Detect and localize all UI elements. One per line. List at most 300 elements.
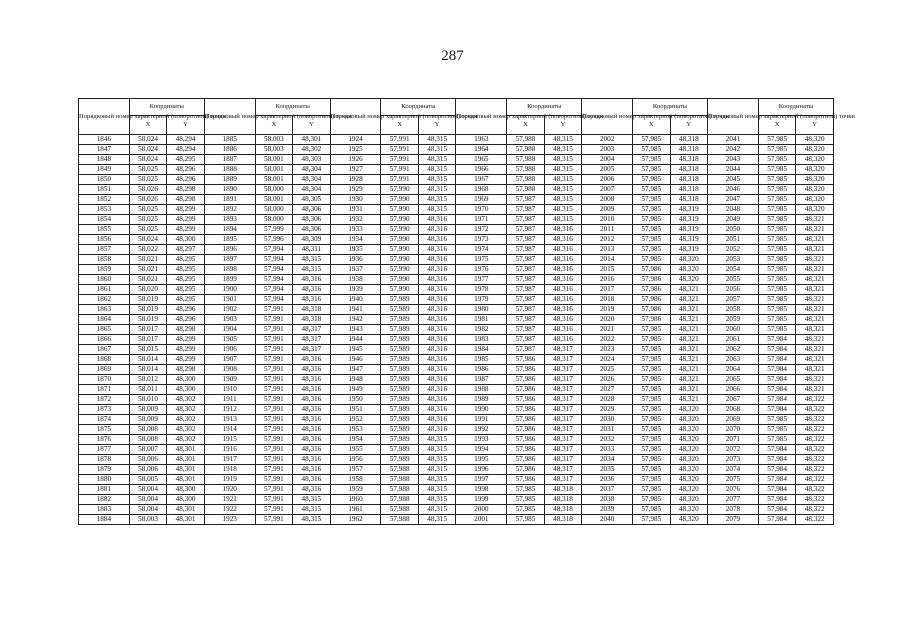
x-coordinate-cell: 57,985 bbox=[633, 435, 671, 445]
x-coordinate-cell: 57,990 bbox=[381, 235, 419, 245]
point-number-cell: 2071 bbox=[708, 435, 759, 445]
y-coordinate-cell: 48,301 bbox=[167, 445, 205, 455]
point-number-cell: 2057 bbox=[708, 295, 759, 305]
x-coordinate-cell: 57,985 bbox=[633, 175, 671, 185]
x-coordinate-cell: 57,999 bbox=[255, 225, 293, 235]
y-coordinate-cell: 48,319 bbox=[670, 205, 708, 215]
x-coordinate-cell: 57,991 bbox=[255, 425, 293, 435]
y-coordinate-cell: 48,301 bbox=[293, 135, 331, 145]
x-coordinate-cell: 57,989 bbox=[381, 415, 419, 425]
x-coordinate-cell: 58,019 bbox=[129, 295, 167, 305]
y-coordinate-cell: 48,321 bbox=[670, 335, 708, 345]
point-number-cell: 1907 bbox=[204, 355, 255, 365]
x-coordinate-cell: 57,985 bbox=[633, 445, 671, 455]
table-row bbox=[79, 435, 834, 445]
point-number-cell: 2064 bbox=[708, 365, 759, 375]
table-row bbox=[79, 385, 834, 395]
y-coordinate-cell: 48,315 bbox=[293, 515, 331, 525]
y-coordinate-cell: 48,318 bbox=[293, 315, 331, 325]
x-coordinate-cell: 57,991 bbox=[255, 405, 293, 415]
point-number-cell: 1901 bbox=[204, 295, 255, 305]
point-number-cell: 2072 bbox=[708, 445, 759, 455]
x-coordinate-cell: 57,991 bbox=[255, 505, 293, 515]
y-coordinate-cell: 48,317 bbox=[544, 355, 582, 365]
x-coordinate-cell: 57,989 bbox=[381, 305, 419, 315]
x-coordinate-cell: 57,987 bbox=[507, 255, 545, 265]
y-coordinate-cell: 48,316 bbox=[544, 255, 582, 265]
point-number-cell: 1870 bbox=[79, 375, 130, 385]
x-coordinate-cell: 58,025 bbox=[129, 205, 167, 215]
point-number-cell: 1869 bbox=[79, 365, 130, 375]
x-coordinate-cell: 57,988 bbox=[381, 495, 419, 505]
table-row bbox=[79, 325, 834, 335]
point-number-cell: 2046 bbox=[708, 185, 759, 195]
point-number-cell: 1988 bbox=[456, 385, 507, 395]
point-number-cell: 1934 bbox=[330, 235, 381, 245]
point-number-cell: 2069 bbox=[708, 415, 759, 425]
x-coordinate-cell: 57,991 bbox=[381, 165, 419, 175]
y-coordinate-cell: 48,321 bbox=[670, 305, 708, 315]
x-coordinate-cell: 57,985 bbox=[633, 495, 671, 505]
y-coordinate-cell: 48,316 bbox=[418, 215, 456, 225]
y-coordinate-cell: 48,300 bbox=[167, 485, 205, 495]
point-number-cell: 2047 bbox=[708, 195, 759, 205]
point-number-cell: 2038 bbox=[582, 495, 633, 505]
x-coordinate-cell: 57,986 bbox=[507, 455, 545, 465]
x-coordinate-cell: 57,989 bbox=[381, 345, 419, 355]
point-number-cell: 1929 bbox=[330, 185, 381, 195]
y-coordinate-cell: 48,322 bbox=[796, 465, 834, 475]
point-number-cell: 2005 bbox=[582, 165, 633, 175]
x-coordinate-cell: 57,994 bbox=[255, 265, 293, 275]
point-number-cell: 2054 bbox=[708, 265, 759, 275]
y-coordinate-cell: 48,316 bbox=[418, 305, 456, 315]
y-coordinate-cell: 48,306 bbox=[293, 225, 331, 235]
x-coordinate-cell: 58,019 bbox=[129, 315, 167, 325]
table-row bbox=[79, 335, 834, 345]
y-coordinate-cell: 48,315 bbox=[418, 185, 456, 195]
y-coordinate-cell: 48,296 bbox=[167, 165, 205, 175]
point-number-cell: 2066 bbox=[708, 385, 759, 395]
x-coordinate-cell: 57,985 bbox=[758, 435, 796, 445]
point-number-cell: 1912 bbox=[204, 405, 255, 415]
point-number-cell: 2073 bbox=[708, 455, 759, 465]
x-coordinate-cell: 57,985 bbox=[633, 155, 671, 165]
x-coordinate-cell: 57,991 bbox=[255, 495, 293, 505]
point-number-cell: 1949 bbox=[330, 385, 381, 395]
y-coordinate-cell: 48,315 bbox=[544, 155, 582, 165]
header-point-number: Порядковый номер характерной (поворотной) точки bbox=[330, 99, 381, 135]
x-coordinate-cell: 57,991 bbox=[255, 465, 293, 475]
point-number-cell: 1919 bbox=[204, 475, 255, 485]
x-coordinate-cell: 57,984 bbox=[758, 335, 796, 345]
x-coordinate-cell: 57,988 bbox=[507, 145, 545, 155]
x-coordinate-cell: 57,989 bbox=[381, 385, 419, 395]
y-coordinate-cell: 48,317 bbox=[544, 385, 582, 395]
y-coordinate-cell: 48,318 bbox=[670, 195, 708, 205]
x-coordinate-cell: 57,991 bbox=[255, 435, 293, 445]
point-number-cell: 1915 bbox=[204, 435, 255, 445]
point-number-cell: 1886 bbox=[204, 145, 255, 155]
x-coordinate-cell: 57,988 bbox=[507, 155, 545, 165]
x-coordinate-cell: 58,025 bbox=[129, 225, 167, 235]
point-number-cell: 1966 bbox=[456, 165, 507, 175]
header-x: X bbox=[129, 116, 167, 135]
x-coordinate-cell: 57,988 bbox=[381, 465, 419, 475]
point-number-cell: 1862 bbox=[79, 295, 130, 305]
y-coordinate-cell: 48,315 bbox=[293, 505, 331, 515]
y-coordinate-cell: 48,322 bbox=[796, 415, 834, 425]
x-coordinate-cell: 58,025 bbox=[129, 175, 167, 185]
y-coordinate-cell: 48,298 bbox=[167, 195, 205, 205]
x-coordinate-cell: 57,984 bbox=[758, 355, 796, 365]
y-coordinate-cell: 48,315 bbox=[544, 185, 582, 195]
x-coordinate-cell: 58,026 bbox=[129, 195, 167, 205]
point-number-cell: 1863 bbox=[79, 305, 130, 315]
y-coordinate-cell: 48,315 bbox=[418, 485, 456, 495]
y-coordinate-cell: 48,295 bbox=[167, 265, 205, 275]
point-number-cell: 1923 bbox=[204, 515, 255, 525]
table-row bbox=[79, 185, 834, 195]
point-number-cell: 2024 bbox=[582, 355, 633, 365]
table-row bbox=[79, 225, 834, 235]
point-number-cell: 1853 bbox=[79, 205, 130, 215]
point-number-cell: 1936 bbox=[330, 255, 381, 265]
point-number-cell: 1904 bbox=[204, 325, 255, 335]
x-coordinate-cell: 57,985 bbox=[507, 505, 545, 515]
y-coordinate-cell: 48,317 bbox=[544, 405, 582, 415]
point-number-cell: 1920 bbox=[204, 485, 255, 495]
point-number-cell: 1937 bbox=[330, 265, 381, 275]
point-number-cell: 2053 bbox=[708, 255, 759, 265]
y-coordinate-cell: 48,317 bbox=[544, 465, 582, 475]
y-coordinate-cell: 48,316 bbox=[418, 355, 456, 365]
y-coordinate-cell: 48,320 bbox=[670, 505, 708, 515]
y-coordinate-cell: 48,317 bbox=[544, 365, 582, 375]
table-row bbox=[79, 155, 834, 165]
point-number-cell: 1948 bbox=[330, 375, 381, 385]
x-coordinate-cell: 57,984 bbox=[758, 365, 796, 375]
coordinates-table-container bbox=[78, 98, 855, 525]
point-number-cell: 2023 bbox=[582, 345, 633, 355]
point-number-cell: 1940 bbox=[330, 295, 381, 305]
y-coordinate-cell: 48,317 bbox=[544, 375, 582, 385]
y-coordinate-cell: 48,316 bbox=[293, 475, 331, 485]
x-coordinate-cell: 57,991 bbox=[255, 515, 293, 525]
y-coordinate-cell: 48,322 bbox=[796, 495, 834, 505]
y-coordinate-cell: 48,320 bbox=[670, 515, 708, 525]
point-number-cell: 2025 bbox=[582, 365, 633, 375]
table-row bbox=[79, 465, 834, 475]
y-coordinate-cell: 48,299 bbox=[167, 345, 205, 355]
coordinates-table bbox=[78, 98, 855, 525]
point-number-cell: 1994 bbox=[456, 445, 507, 455]
y-coordinate-cell: 48,300 bbox=[167, 375, 205, 385]
y-coordinate-cell: 48,315 bbox=[418, 195, 456, 205]
y-coordinate-cell: 48,306 bbox=[293, 215, 331, 225]
x-coordinate-cell: 58,003 bbox=[255, 145, 293, 155]
y-coordinate-cell: 48,316 bbox=[544, 235, 582, 245]
point-number-cell: 1851 bbox=[79, 185, 130, 195]
x-coordinate-cell: 57,987 bbox=[507, 325, 545, 335]
point-number-cell: 2002 bbox=[582, 135, 633, 145]
y-coordinate-cell: 48,316 bbox=[418, 385, 456, 395]
y-coordinate-cell: 48,316 bbox=[293, 425, 331, 435]
point-number-cell: 2050 bbox=[708, 225, 759, 235]
x-coordinate-cell: 57,985 bbox=[633, 325, 671, 335]
x-coordinate-cell: 57,986 bbox=[507, 365, 545, 375]
x-coordinate-cell: 57,984 bbox=[758, 385, 796, 395]
point-number-cell: 1953 bbox=[330, 425, 381, 435]
point-number-cell: 1874 bbox=[79, 415, 130, 425]
point-number-cell: 2056 bbox=[708, 285, 759, 295]
y-coordinate-cell: 48,317 bbox=[544, 435, 582, 445]
point-number-cell: 2049 bbox=[708, 215, 759, 225]
x-coordinate-cell: 57,991 bbox=[255, 455, 293, 465]
header-x: X bbox=[758, 116, 796, 135]
y-coordinate-cell: 48,320 bbox=[670, 495, 708, 505]
y-coordinate-cell: 48,294 bbox=[167, 135, 205, 145]
point-number-cell: 1879 bbox=[79, 465, 130, 475]
y-coordinate-cell: 48,321 bbox=[796, 275, 834, 285]
y-coordinate-cell: 48,303 bbox=[293, 155, 331, 165]
x-coordinate-cell: 58,024 bbox=[129, 155, 167, 165]
x-coordinate-cell: 57,988 bbox=[507, 185, 545, 195]
x-coordinate-cell: 58,001 bbox=[255, 175, 293, 185]
point-number-cell: 2076 bbox=[708, 485, 759, 495]
y-coordinate-cell: 48,316 bbox=[418, 405, 456, 415]
x-coordinate-cell: 57,986 bbox=[633, 295, 671, 305]
y-coordinate-cell: 48,304 bbox=[293, 175, 331, 185]
point-number-cell: 1951 bbox=[330, 405, 381, 415]
x-coordinate-cell: 57,991 bbox=[255, 445, 293, 455]
y-coordinate-cell: 48,317 bbox=[544, 475, 582, 485]
x-coordinate-cell: 57,986 bbox=[507, 465, 545, 475]
y-coordinate-cell: 48,304 bbox=[293, 185, 331, 195]
y-coordinate-cell: 48,316 bbox=[293, 275, 331, 285]
point-number-cell: 2000 bbox=[456, 505, 507, 515]
y-coordinate-cell: 48,321 bbox=[670, 365, 708, 375]
x-coordinate-cell: 58,021 bbox=[129, 255, 167, 265]
point-number-cell: 1927 bbox=[330, 165, 381, 175]
x-coordinate-cell: 57,985 bbox=[633, 135, 671, 145]
x-coordinate-cell: 57,985 bbox=[633, 465, 671, 475]
y-coordinate-cell: 48,318 bbox=[670, 185, 708, 195]
point-number-cell: 1890 bbox=[204, 185, 255, 195]
x-coordinate-cell: 57,989 bbox=[381, 425, 419, 435]
table-row bbox=[79, 495, 834, 505]
y-coordinate-cell: 48,316 bbox=[544, 295, 582, 305]
x-coordinate-cell: 57,989 bbox=[381, 395, 419, 405]
x-coordinate-cell: 57,987 bbox=[507, 285, 545, 295]
x-coordinate-cell: 58,014 bbox=[129, 355, 167, 365]
point-number-cell: 2006 bbox=[582, 175, 633, 185]
y-coordinate-cell: 48,320 bbox=[796, 185, 834, 195]
x-coordinate-cell: 58,001 bbox=[255, 195, 293, 205]
y-coordinate-cell: 48,316 bbox=[293, 415, 331, 425]
point-number-cell: 2062 bbox=[708, 345, 759, 355]
y-coordinate-cell: 48,316 bbox=[544, 285, 582, 295]
x-coordinate-cell: 58,024 bbox=[129, 235, 167, 245]
point-number-cell: 1995 bbox=[456, 455, 507, 465]
x-coordinate-cell: 57,989 bbox=[381, 335, 419, 345]
y-coordinate-cell: 48,315 bbox=[544, 165, 582, 175]
point-number-cell: 1882 bbox=[79, 495, 130, 505]
x-coordinate-cell: 57,986 bbox=[633, 315, 671, 325]
point-number-cell: 1999 bbox=[456, 495, 507, 505]
x-coordinate-cell: 57,985 bbox=[507, 485, 545, 495]
y-coordinate-cell: 48,321 bbox=[796, 325, 834, 335]
point-number-cell: 1990 bbox=[456, 405, 507, 415]
point-number-cell: 2068 bbox=[708, 405, 759, 415]
y-coordinate-cell: 48,321 bbox=[796, 365, 834, 375]
point-number-cell: 1938 bbox=[330, 275, 381, 285]
x-coordinate-cell: 57,991 bbox=[255, 375, 293, 385]
point-number-cell: 1884 bbox=[79, 515, 130, 525]
x-coordinate-cell: 58,008 bbox=[129, 435, 167, 445]
header-point-number: Порядковый номер характерной (поворотной) точки bbox=[708, 99, 759, 135]
y-coordinate-cell: 48,318 bbox=[544, 515, 582, 525]
y-coordinate-cell: 48,315 bbox=[418, 145, 456, 155]
y-coordinate-cell: 48,316 bbox=[418, 425, 456, 435]
x-coordinate-cell: 57,985 bbox=[633, 245, 671, 255]
point-number-cell: 1897 bbox=[204, 255, 255, 265]
x-coordinate-cell: 57,990 bbox=[381, 245, 419, 255]
y-coordinate-cell: 48,315 bbox=[418, 515, 456, 525]
y-coordinate-cell: 48,316 bbox=[418, 365, 456, 375]
point-number-cell: 1858 bbox=[79, 255, 130, 265]
x-coordinate-cell: 57,986 bbox=[507, 355, 545, 365]
header-x: X bbox=[381, 116, 419, 135]
point-number-cell: 1860 bbox=[79, 275, 130, 285]
y-coordinate-cell: 48,300 bbox=[167, 495, 205, 505]
x-coordinate-cell: 57,987 bbox=[507, 245, 545, 255]
x-coordinate-cell: 58,003 bbox=[255, 135, 293, 145]
x-coordinate-cell: 57,987 bbox=[507, 205, 545, 215]
y-coordinate-cell: 48,317 bbox=[293, 335, 331, 345]
point-number-cell: 1893 bbox=[204, 215, 255, 225]
x-coordinate-cell: 57,990 bbox=[381, 195, 419, 205]
y-coordinate-cell: 48,322 bbox=[796, 515, 834, 525]
y-coordinate-cell: 48,317 bbox=[544, 445, 582, 455]
x-coordinate-cell: 58,021 bbox=[129, 275, 167, 285]
point-number-cell: 1928 bbox=[330, 175, 381, 185]
x-coordinate-cell: 57,986 bbox=[633, 285, 671, 295]
y-coordinate-cell: 48,321 bbox=[796, 375, 834, 385]
y-coordinate-cell: 48,316 bbox=[418, 315, 456, 325]
y-coordinate-cell: 48,316 bbox=[544, 335, 582, 345]
x-coordinate-cell: 57,985 bbox=[633, 335, 671, 345]
y-coordinate-cell: 48,316 bbox=[293, 405, 331, 415]
y-coordinate-cell: 48,317 bbox=[544, 415, 582, 425]
table-row bbox=[79, 345, 834, 355]
point-number-cell: 1875 bbox=[79, 425, 130, 435]
y-coordinate-cell: 48,318 bbox=[670, 175, 708, 185]
point-number-cell: 1887 bbox=[204, 155, 255, 165]
y-coordinate-cell: 48,318 bbox=[544, 495, 582, 505]
point-number-cell: 1885 bbox=[204, 135, 255, 145]
point-number-cell: 2021 bbox=[582, 325, 633, 335]
y-coordinate-cell: 48,315 bbox=[418, 165, 456, 175]
table-row bbox=[79, 455, 834, 465]
y-coordinate-cell: 48,320 bbox=[670, 405, 708, 415]
x-coordinate-cell: 58,010 bbox=[129, 395, 167, 405]
x-coordinate-cell: 57,985 bbox=[507, 515, 545, 525]
y-coordinate-cell: 48,316 bbox=[544, 325, 582, 335]
point-number-cell: 2052 bbox=[708, 245, 759, 255]
point-number-cell: 1896 bbox=[204, 245, 255, 255]
x-coordinate-cell: 57,985 bbox=[633, 235, 671, 245]
point-number-cell: 2029 bbox=[582, 405, 633, 415]
x-coordinate-cell: 57,986 bbox=[507, 425, 545, 435]
y-coordinate-cell: 48,315 bbox=[544, 215, 582, 225]
y-coordinate-cell: 48,321 bbox=[670, 345, 708, 355]
y-coordinate-cell: 48,298 bbox=[167, 365, 205, 375]
x-coordinate-cell: 57,987 bbox=[507, 265, 545, 275]
table-row bbox=[79, 295, 834, 305]
point-number-cell: 2020 bbox=[582, 315, 633, 325]
x-coordinate-cell: 57,984 bbox=[758, 455, 796, 465]
header-point-number: Порядковый номер характерной (поворотной) точки bbox=[582, 99, 633, 135]
point-number-cell: 1914 bbox=[204, 425, 255, 435]
y-coordinate-cell: 48,299 bbox=[167, 335, 205, 345]
point-number-cell: 1970 bbox=[456, 205, 507, 215]
point-number-cell: 1861 bbox=[79, 285, 130, 295]
point-number-cell: 1989 bbox=[456, 395, 507, 405]
y-coordinate-cell: 48,316 bbox=[293, 485, 331, 495]
y-coordinate-cell: 48,315 bbox=[418, 455, 456, 465]
y-coordinate-cell: 48,316 bbox=[418, 245, 456, 255]
x-coordinate-cell: 57,984 bbox=[758, 485, 796, 495]
y-coordinate-cell: 48,319 bbox=[670, 235, 708, 245]
point-number-cell: 2012 bbox=[582, 235, 633, 245]
point-number-cell: 1993 bbox=[456, 435, 507, 445]
x-coordinate-cell: 57,985 bbox=[633, 505, 671, 515]
table-row bbox=[79, 205, 834, 215]
y-coordinate-cell: 48,321 bbox=[670, 295, 708, 305]
point-number-cell: 1984 bbox=[456, 345, 507, 355]
x-coordinate-cell: 57,990 bbox=[381, 205, 419, 215]
y-coordinate-cell: 48,317 bbox=[544, 345, 582, 355]
point-number-cell: 1898 bbox=[204, 265, 255, 275]
table-row bbox=[79, 285, 834, 295]
y-coordinate-cell: 48,315 bbox=[418, 445, 456, 455]
y-coordinate-cell: 48,301 bbox=[167, 475, 205, 485]
x-coordinate-cell: 57,991 bbox=[255, 385, 293, 395]
y-coordinate-cell: 48,316 bbox=[544, 315, 582, 325]
x-coordinate-cell: 57,994 bbox=[255, 255, 293, 265]
x-coordinate-cell: 58,015 bbox=[129, 345, 167, 355]
point-number-cell: 1931 bbox=[330, 205, 381, 215]
x-coordinate-cell: 57,987 bbox=[507, 295, 545, 305]
x-coordinate-cell: 57,985 bbox=[633, 195, 671, 205]
table-row bbox=[79, 195, 834, 205]
table-row bbox=[79, 445, 834, 455]
table-row bbox=[79, 175, 834, 185]
x-coordinate-cell: 57,985 bbox=[758, 205, 796, 215]
x-coordinate-cell: 57,985 bbox=[758, 145, 796, 155]
x-coordinate-cell: 57,988 bbox=[507, 165, 545, 175]
point-number-cell: 2004 bbox=[582, 155, 633, 165]
point-number-cell: 1891 bbox=[204, 195, 255, 205]
x-coordinate-cell: 57,991 bbox=[255, 485, 293, 495]
x-coordinate-cell: 57,988 bbox=[381, 475, 419, 485]
point-number-cell: 1876 bbox=[79, 435, 130, 445]
point-number-cell: 2058 bbox=[708, 305, 759, 315]
point-number-cell: 1888 bbox=[204, 165, 255, 175]
point-number-cell: 1954 bbox=[330, 435, 381, 445]
y-coordinate-cell: 48,321 bbox=[670, 375, 708, 385]
